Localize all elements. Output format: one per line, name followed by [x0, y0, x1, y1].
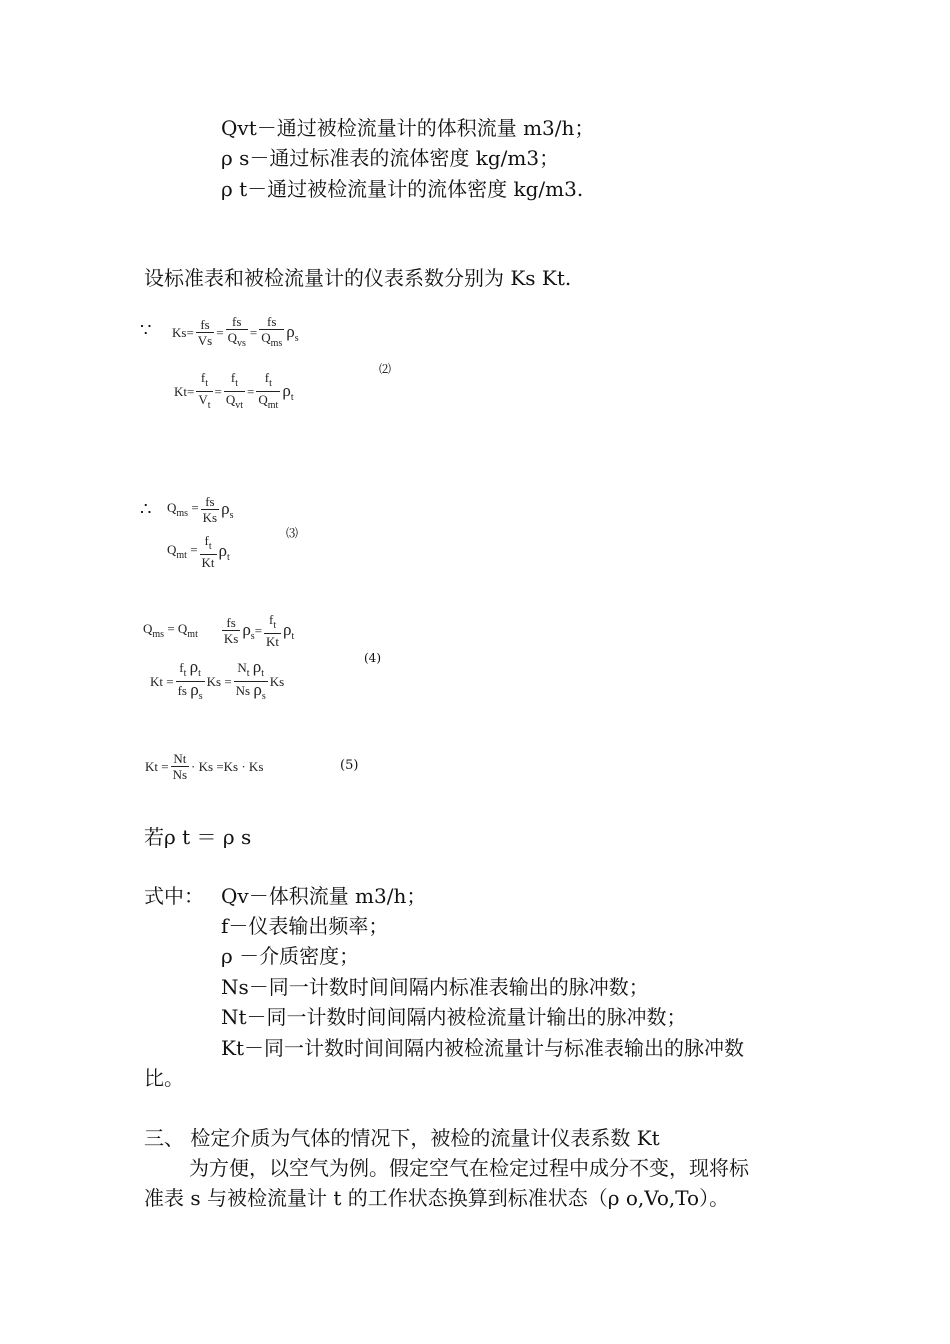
equation-number-3: ⑶: [286, 526, 299, 540]
because-symbol: ∵: [140, 320, 152, 341]
where-item-f: f－仪表输出频率；: [221, 914, 389, 938]
where-label: 式中：: [144, 884, 204, 908]
intro-text: 设标准表和被检流量计的仪表系数分别为 Ks Kt.: [144, 266, 572, 290]
equation-number-5: (5): [340, 758, 359, 773]
def-rho-s: ρ s－通过标准表的流体密度 kg/m3；: [221, 146, 560, 170]
where-item-kt: Kt－同一计数时间间隔内被检流量计与标准表输出的脉冲数: [221, 1036, 744, 1060]
def-qvt: Qvt－通过被检流量计的体积流量 m3/h；: [221, 116, 595, 140]
where-tail: 比。: [144, 1066, 184, 1090]
equation-qms-eq-qmt: $Q_{ms} = Q_{mt}$ $\frac{fs}{Ks}$ $\rho_s$ = $\frac{f_t}{Kt}$ $\rho_t$: [143, 612, 295, 649]
where-item-ns: Ns－同一计数时间间隔内标准表输出的脉冲数；: [221, 975, 649, 999]
section-paragraph-line-1: 为方便，以空气为例。假定空气在检定过程中成分不变，现将标: [189, 1156, 749, 1180]
def-rho-t: ρ t－通过被检流量计的流体密度 kg/m3.: [221, 177, 584, 201]
eq5-denominator: Ns: [172, 767, 188, 782]
where-item-rho: ρ －介质密度；: [221, 944, 360, 968]
section-paragraph-line-2: 准表 s 与被检流量计 t 的工作状态换算到标准状态（ρ o,Vo,To）。: [144, 1186, 730, 1210]
therefore-symbol: ∴: [140, 499, 152, 520]
equation-5: Kt = $\frac{Nt}{Ns}$ · Ks =Ks · Ks: [145, 751, 264, 782]
equation-qmt: $Q_{mt}$ = $\frac{f_t}{Kt}$ $\rho_t$: [167, 533, 230, 570]
equation-qms: $Q_{ms}$ = $\frac{fs}{Ks}$ $\rho_s$: [167, 494, 234, 525]
equation-number-2: ⑵: [379, 362, 392, 376]
where-item-qv: Qv－体积流量 m3/h；: [221, 884, 427, 908]
equation-ks: Ks= $\frac{fs}{Vs}$ = $\frac{fs}{Q_{vs}}$ = $\frac{fs}{Q_{ms}}$ $\rho_s$: [172, 314, 299, 349]
eq5-lhs: Kt: [145, 758, 158, 774]
section-title: 三、 检定介质为气体的情况下，被检的流量计仪表系数 Kt: [144, 1126, 660, 1150]
eq5-numerator: Nt: [171, 751, 189, 767]
equation-number-4: (4): [364, 651, 381, 665]
equation-kt: Kt= $\frac{f_t}{V_t}$ = $\frac{f_t}{Q_{vt}}$ = $\frac{f_t}{Q_{mt}}$ $\rho_t$: [174, 370, 294, 411]
equation-kt-ratio: Kt = $\frac{f_t \rho_t}{fs \rho_s}$ Ks = $\frac{N_t \rho_t}{Ns \rho_s}$ Ks: [150, 657, 285, 702]
where-item-nt: Nt－同一计数时间间隔内被检流量计输出的脉冲数；: [221, 1005, 687, 1029]
condition-text: 若ρ t ＝ ρ s: [144, 825, 252, 849]
eq5-rest: · Ks =Ks · Ks: [191, 758, 264, 774]
